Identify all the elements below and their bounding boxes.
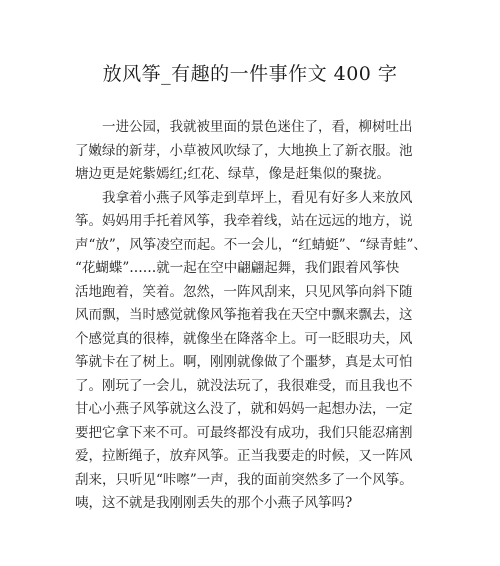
- essay-line: 一进公园，我就被里面的景色迷住了，看，柳树吐出: [102, 119, 413, 135]
- essay-line: 活地跑着，笑着。忽然，一阵风刮来，只见风筝向斜下随: [75, 283, 413, 300]
- essay-line: 风而飘，当时感觉就像风筝拖着我在天空中飘来飘去，这: [75, 307, 413, 323]
- essay-line: “花蝴蝶”……就一起在空中翩翩起舞，我们跟着风筝快: [75, 260, 400, 276]
- page-title: 放风筝_有趣的一件事作文 400 字: [102, 63, 398, 85]
- essay-line: 筝。妈妈用手托着风筝，我牵着线，站在远远的地方，说: [75, 213, 413, 229]
- essay-line: 了。刚玩了一会儿，就没法玩了，我很难受，而且我也不: [75, 377, 413, 394]
- essay-line: 要把它拿下来不可。可最终都没有成功，我们只能忍痛割: [75, 424, 413, 441]
- essay-line: 咦，这不就是我刚刚丢失的那个小燕子风筝吗?: [75, 495, 353, 511]
- essay-line: 筝就卡在了树上。啊，刚刚就像做了个噩梦，真是太可怕: [75, 354, 413, 370]
- essay-line: 个感觉真的很棒，就像坐在降落伞上。可一眨眼功夫，风: [75, 330, 413, 347]
- essay-line: 爱，拉断绳子，放弃风筝。正当我要走的时候，又一阵风: [75, 448, 413, 464]
- essay-body: [75, 116, 435, 516]
- essay-line: 了嫩绿的新芽，小草被风吹绿了，大地换上了新衣服。池: [75, 142, 413, 159]
- essay-line: 甘心小燕子风筝就这么没了，就和妈妈一起想办法，一定: [75, 401, 413, 417]
- essay-line: 我拿着小燕子风筝走到草坪上，看见有好多人来放风: [102, 189, 413, 206]
- essay-line: 刮来，只听见“咔嚓”一声，我的面前突然多了一个风筝。: [75, 471, 413, 488]
- essay-line: 塘边更是姹紫嫣红;红花、绿草，像是赶集似的聚拢。: [75, 166, 391, 182]
- essay-line: 声“放”，风筝凌空而起。不一会儿，“红蜻蜓”、“绿青蛙”、: [75, 236, 427, 253]
